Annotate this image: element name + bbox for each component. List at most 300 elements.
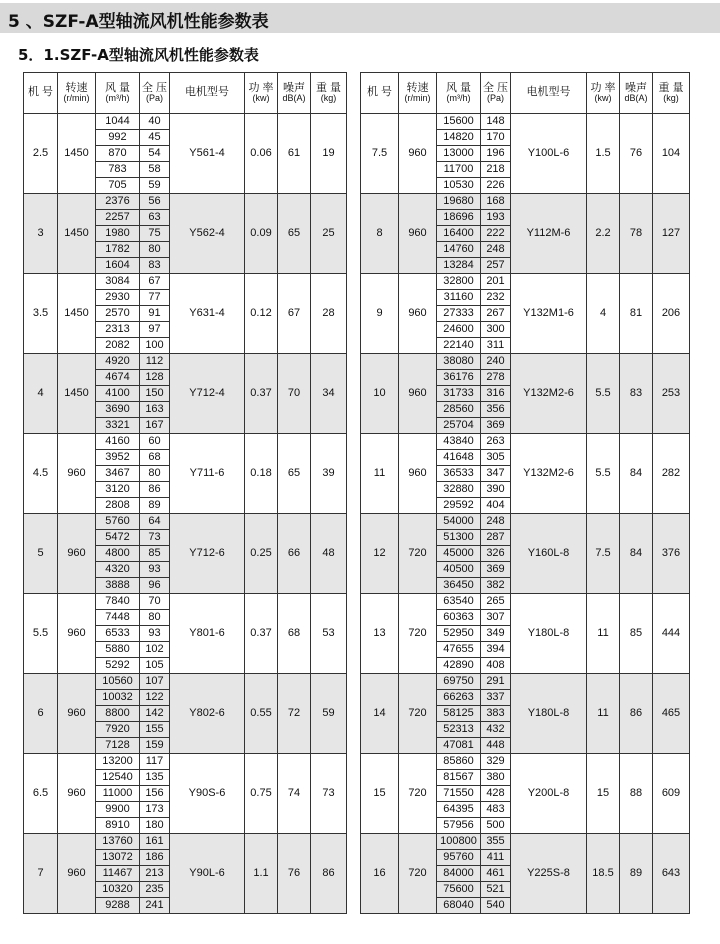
header-label: 噪声	[625, 81, 647, 94]
cell-pressure: 96	[140, 578, 170, 594]
cell-flow: 52950	[437, 626, 481, 642]
cell-noise: 76	[620, 114, 653, 194]
cell-machine-no: 7	[24, 834, 58, 914]
cell-noise: 70	[278, 354, 311, 434]
performance-table-left	[23, 72, 347, 914]
header-model	[361, 73, 399, 114]
cell-pressure: 86	[140, 482, 170, 498]
cell-weight: 73	[311, 754, 347, 834]
cell-flow: 4674	[96, 370, 140, 386]
cell-pressure: 432	[481, 722, 511, 738]
cell-flow: 24600	[437, 322, 481, 338]
table-row	[24, 434, 347, 450]
cell-flow: 71550	[437, 786, 481, 802]
cell-pressure: 349	[481, 626, 511, 642]
cell-flow: 47655	[437, 642, 481, 658]
cell-flow: 60363	[437, 610, 481, 626]
cell-flow: 54000	[437, 514, 481, 530]
cell-power: 1.1	[245, 834, 278, 914]
cell-flow: 16400	[437, 226, 481, 242]
table-row	[361, 594, 690, 610]
cell-pressure: 54	[140, 146, 170, 162]
cell-motor: Y562-4	[170, 194, 245, 274]
cell-pressure: 105	[140, 658, 170, 674]
header-unit: (Pa)	[145, 93, 163, 104]
cell-pressure: 60	[140, 434, 170, 450]
cell-motor: Y711-6	[170, 434, 245, 514]
cell-flow: 47081	[437, 738, 481, 754]
cell-pressure: 248	[481, 242, 511, 258]
cell-motor: Y160L-8	[511, 514, 587, 594]
cell-power: 11	[587, 594, 620, 674]
cell-pressure: 291	[481, 674, 511, 690]
cell-power: 15	[587, 754, 620, 834]
header-noise	[620, 73, 653, 114]
header-speed	[399, 73, 437, 114]
cell-motor: Y561-4	[170, 114, 245, 194]
cell-flow: 27333	[437, 306, 481, 322]
cell-pressure: 93	[140, 626, 170, 642]
cell-motor: Y132M1-6	[511, 274, 587, 354]
cell-flow: 3084	[96, 274, 140, 290]
cell-pressure: 300	[481, 322, 511, 338]
cell-pressure: 93	[140, 562, 170, 578]
cell-flow: 3467	[96, 466, 140, 482]
performance-table-right	[360, 72, 690, 914]
cell-flow: 13000	[437, 146, 481, 162]
table-row	[24, 754, 347, 770]
cell-noise: 67	[278, 274, 311, 354]
cell-flow: 14760	[437, 242, 481, 258]
cell-flow: 29592	[437, 498, 481, 514]
cell-speed: 960	[399, 274, 437, 354]
cell-noise: 66	[278, 514, 311, 594]
cell-pressure: 257	[481, 258, 511, 274]
header-label: 噪声	[283, 81, 305, 94]
cell-noise: 74	[278, 754, 311, 834]
cell-flow: 22140	[437, 338, 481, 354]
cell-pressure: 218	[481, 162, 511, 178]
cell-pressure: 159	[140, 738, 170, 754]
cell-pressure: 180	[140, 818, 170, 834]
cell-flow: 7840	[96, 594, 140, 610]
cell-pressure: 100	[140, 338, 170, 354]
cell-noise: 72	[278, 674, 311, 754]
cell-flow: 43840	[437, 434, 481, 450]
header-noise	[278, 73, 311, 114]
header-label: 风 量	[445, 81, 472, 94]
cell-noise: 81	[620, 274, 653, 354]
cell-pressure: 167	[140, 418, 170, 434]
cell-machine-no: 9	[361, 274, 399, 354]
cell-pressure: 355	[481, 834, 511, 850]
cell-flow: 41648	[437, 450, 481, 466]
cell-flow: 7128	[96, 738, 140, 754]
cell-flow: 3321	[96, 418, 140, 434]
cell-pressure: 213	[140, 866, 170, 882]
header-unit: (kg)	[663, 93, 679, 104]
cell-machine-no: 7.5	[361, 114, 399, 194]
cell-noise: 88	[620, 754, 653, 834]
cell-flow: 25704	[437, 418, 481, 434]
cell-pressure: 155	[140, 722, 170, 738]
cell-flow: 57956	[437, 818, 481, 834]
cell-pressure: 265	[481, 594, 511, 610]
cell-flow: 1044	[96, 114, 140, 130]
cell-pressure: 201	[481, 274, 511, 290]
cell-noise: 65	[278, 434, 311, 514]
cell-speed: 1450	[58, 114, 96, 194]
cell-pressure: 148	[481, 114, 511, 130]
cell-noise: 86	[620, 674, 653, 754]
cell-flow: 32880	[437, 482, 481, 498]
cell-motor: Y180L-8	[511, 594, 587, 674]
table-row	[24, 514, 347, 530]
cell-flow: 15600	[437, 114, 481, 130]
cell-pressure: 45	[140, 130, 170, 146]
cell-pressure: 278	[481, 370, 511, 386]
cell-pressure: 394	[481, 642, 511, 658]
cell-power: 11	[587, 674, 620, 754]
cell-pressure: 59	[140, 178, 170, 194]
cell-speed: 720	[399, 754, 437, 834]
cell-power: 0.06	[245, 114, 278, 194]
cell-pressure: 240	[481, 354, 511, 370]
cell-pressure: 56	[140, 194, 170, 210]
cell-pressure: 337	[481, 690, 511, 706]
cell-pressure: 80	[140, 610, 170, 626]
cell-machine-no: 14	[361, 674, 399, 754]
cell-flow: 3952	[96, 450, 140, 466]
table-row	[24, 674, 347, 690]
cell-weight: 59	[311, 674, 347, 754]
cell-noise: 84	[620, 434, 653, 514]
cell-weight: 643	[653, 834, 690, 914]
cell-motor: Y90S-6	[170, 754, 245, 834]
cell-flow: 9900	[96, 802, 140, 818]
cell-machine-no: 13	[361, 594, 399, 674]
cell-pressure: 80	[140, 466, 170, 482]
cell-flow: 3120	[96, 482, 140, 498]
cell-pressure: 369	[481, 418, 511, 434]
cell-pressure: 263	[481, 434, 511, 450]
cell-pressure: 383	[481, 706, 511, 722]
cell-speed: 1450	[58, 274, 96, 354]
cell-flow: 11000	[96, 786, 140, 802]
header-label: 功 率	[590, 81, 616, 94]
cell-flow: 13284	[437, 258, 481, 274]
cell-flow: 2808	[96, 498, 140, 514]
cell-flow: 4920	[96, 354, 140, 370]
header-label: 功 率	[248, 81, 274, 94]
cell-machine-no: 12	[361, 514, 399, 594]
cell-flow: 9288	[96, 898, 140, 914]
cell-weight: 86	[311, 834, 347, 914]
cell-flow: 705	[96, 178, 140, 194]
cell-pressure: 311	[481, 338, 511, 354]
cell-speed: 960	[58, 434, 96, 514]
cell-power: 0.37	[245, 594, 278, 674]
cell-flow: 2082	[96, 338, 140, 354]
table-subtitle: 5．1.SZF-A型轴流风机性能参数表	[18, 46, 259, 64]
table-header-row	[361, 73, 690, 114]
table-row	[24, 194, 347, 210]
cell-speed: 960	[58, 754, 96, 834]
cell-motor: Y132M2-6	[511, 354, 587, 434]
cell-weight: 48	[311, 514, 347, 594]
cell-pressure: 347	[481, 466, 511, 482]
table-row	[361, 674, 690, 690]
title-bar	[0, 3, 720, 33]
cell-noise: 84	[620, 514, 653, 594]
cell-machine-no: 11	[361, 434, 399, 514]
cell-flow: 11700	[437, 162, 481, 178]
cell-power: 0.37	[245, 354, 278, 434]
cell-flow: 36450	[437, 578, 481, 594]
cell-flow: 13760	[96, 834, 140, 850]
cell-power: 7.5	[587, 514, 620, 594]
header-motor	[170, 73, 245, 114]
header-flow	[437, 73, 481, 114]
cell-flow: 51300	[437, 530, 481, 546]
header-label: 重 量	[315, 81, 342, 94]
cell-machine-no: 3	[24, 194, 58, 274]
cell-flow: 14820	[437, 130, 481, 146]
cell-flow: 69750	[437, 674, 481, 690]
cell-motor: Y225S-8	[511, 834, 587, 914]
cell-pressure: 173	[140, 802, 170, 818]
cell-flow: 11467	[96, 866, 140, 882]
cell-machine-no: 15	[361, 754, 399, 834]
cell-noise: 83	[620, 354, 653, 434]
cell-pressure: 521	[481, 882, 511, 898]
cell-flow: 36533	[437, 466, 481, 482]
table-row	[361, 754, 690, 770]
cell-flow: 52313	[437, 722, 481, 738]
cell-speed: 720	[399, 594, 437, 674]
cell-flow: 5472	[96, 530, 140, 546]
cell-flow: 3888	[96, 578, 140, 594]
cell-flow: 1604	[96, 258, 140, 274]
table-row	[361, 354, 690, 370]
table-row	[361, 834, 690, 850]
cell-flow: 95760	[437, 850, 481, 866]
cell-pressure: 107	[140, 674, 170, 690]
cell-machine-no: 16	[361, 834, 399, 914]
cell-pressure: 411	[481, 850, 511, 866]
header-unit: (kg)	[320, 93, 337, 104]
cell-flow: 85860	[437, 754, 481, 770]
cell-machine-no: 5	[24, 514, 58, 594]
header-label: 风 量	[104, 81, 131, 94]
cell-pressure: 168	[481, 194, 511, 210]
cell-flow: 42890	[437, 658, 481, 674]
cell-weight: 444	[653, 594, 690, 674]
cell-speed: 960	[399, 114, 437, 194]
table-row	[24, 594, 347, 610]
cell-pressure: 161	[140, 834, 170, 850]
cell-pressure: 150	[140, 386, 170, 402]
cell-flow: 8910	[96, 818, 140, 834]
table-row	[361, 514, 690, 530]
cell-flow: 13200	[96, 754, 140, 770]
cell-noise: 85	[620, 594, 653, 674]
cell-machine-no: 2.5	[24, 114, 58, 194]
header-label: 机 号	[366, 86, 393, 99]
cell-flow: 992	[96, 130, 140, 146]
cell-power: 0.75	[245, 754, 278, 834]
cell-pressure: 241	[140, 898, 170, 914]
cell-weight: 609	[653, 754, 690, 834]
cell-speed: 960	[399, 434, 437, 514]
header-motor	[511, 73, 587, 114]
cell-flow: 2257	[96, 210, 140, 226]
cell-weight: 206	[653, 274, 690, 354]
cell-pressure: 235	[140, 882, 170, 898]
header-power	[587, 73, 620, 114]
table-row	[24, 114, 347, 130]
cell-noise: 61	[278, 114, 311, 194]
cell-power: 0.18	[245, 434, 278, 514]
cell-pressure: 58	[140, 162, 170, 178]
cell-motor: Y712-6	[170, 514, 245, 594]
header-label: 电机型号	[185, 86, 229, 99]
cell-machine-no: 3.5	[24, 274, 58, 354]
cell-weight: 34	[311, 354, 347, 434]
header-power	[245, 73, 278, 114]
cell-weight: 465	[653, 674, 690, 754]
cell-flow: 5292	[96, 658, 140, 674]
cell-pressure: 75	[140, 226, 170, 242]
cell-pressure: 196	[481, 146, 511, 162]
cell-pressure: 329	[481, 754, 511, 770]
header-pressure	[140, 73, 170, 114]
cell-power: 0.55	[245, 674, 278, 754]
cell-pressure: 102	[140, 642, 170, 658]
cell-flow: 81567	[437, 770, 481, 786]
cell-flow: 64395	[437, 802, 481, 818]
cell-machine-no: 10	[361, 354, 399, 434]
cell-pressure: 326	[481, 546, 511, 562]
cell-weight: 376	[653, 514, 690, 594]
cell-weight: 104	[653, 114, 690, 194]
cell-pressure: 193	[481, 210, 511, 226]
cell-flow: 10032	[96, 690, 140, 706]
cell-speed: 1450	[58, 354, 96, 434]
cell-flow: 6533	[96, 626, 140, 642]
cell-pressure: 232	[481, 290, 511, 306]
cell-pressure: 226	[481, 178, 511, 194]
cell-flow: 1782	[96, 242, 140, 258]
cell-pressure: 287	[481, 530, 511, 546]
cell-flow: 36176	[437, 370, 481, 386]
cell-flow: 10560	[96, 674, 140, 690]
header-label: 转速	[406, 81, 429, 94]
cell-flow: 18696	[437, 210, 481, 226]
cell-pressure: 404	[481, 498, 511, 514]
cell-flow: 75600	[437, 882, 481, 898]
cell-speed: 960	[58, 674, 96, 754]
header-label: 电机型号	[526, 86, 571, 99]
cell-weight: 39	[311, 434, 347, 514]
cell-flow: 40500	[437, 562, 481, 578]
cell-weight: 25	[311, 194, 347, 274]
cell-flow: 12540	[96, 770, 140, 786]
header-pressure	[481, 73, 511, 114]
cell-flow: 870	[96, 146, 140, 162]
table-row	[361, 194, 690, 210]
page-title: 5 、SZF-A型轴流风机性能参数表	[8, 12, 269, 32]
cell-motor: Y712-4	[170, 354, 245, 434]
header-unit: dB(A)	[624, 93, 648, 104]
table-row	[361, 274, 690, 290]
cell-pressure: 380	[481, 770, 511, 786]
cell-machine-no: 4.5	[24, 434, 58, 514]
cell-weight: 127	[653, 194, 690, 274]
cell-power: 4	[587, 274, 620, 354]
cell-speed: 960	[58, 514, 96, 594]
cell-pressure: 170	[481, 130, 511, 146]
cell-flow: 63540	[437, 594, 481, 610]
cell-power: 5.5	[587, 434, 620, 514]
header-label: 全 压	[141, 81, 168, 94]
cell-pressure: 461	[481, 866, 511, 882]
cell-noise: 76	[278, 834, 311, 914]
table-row	[361, 114, 690, 130]
cell-flow: 3690	[96, 402, 140, 418]
cell-pressure: 117	[140, 754, 170, 770]
cell-machine-no: 6.5	[24, 754, 58, 834]
table-row	[24, 274, 347, 290]
cell-weight: 282	[653, 434, 690, 514]
header-unit: dB(A)	[282, 93, 306, 104]
cell-pressure: 369	[481, 562, 511, 578]
cell-pressure: 248	[481, 514, 511, 530]
cell-pressure: 85	[140, 546, 170, 562]
cell-motor: Y90L-6	[170, 834, 245, 914]
cell-machine-no: 4	[24, 354, 58, 434]
header-model	[24, 73, 58, 114]
header-unit: (kw)	[252, 93, 270, 104]
cell-pressure: 267	[481, 306, 511, 322]
header-unit: (Pa)	[486, 93, 504, 104]
cell-flow: 31733	[437, 386, 481, 402]
cell-pressure: 540	[481, 898, 511, 914]
cell-power: 1.5	[587, 114, 620, 194]
cell-motor: Y801-6	[170, 594, 245, 674]
cell-speed: 960	[399, 354, 437, 434]
cell-machine-no: 6	[24, 674, 58, 754]
cell-machine-no: 8	[361, 194, 399, 274]
cell-flow: 58125	[437, 706, 481, 722]
cell-flow: 2570	[96, 306, 140, 322]
cell-power: 5.5	[587, 354, 620, 434]
table-row	[24, 354, 347, 370]
cell-pressure: 77	[140, 290, 170, 306]
cell-pressure: 135	[140, 770, 170, 786]
cell-pressure: 408	[481, 658, 511, 674]
cell-pressure: 163	[140, 402, 170, 418]
cell-pressure: 448	[481, 738, 511, 754]
cell-pressure: 186	[140, 850, 170, 866]
cell-flow: 5880	[96, 642, 140, 658]
cell-noise: 89	[620, 834, 653, 914]
header-weight	[311, 73, 347, 114]
cell-flow: 13072	[96, 850, 140, 866]
cell-flow: 2313	[96, 322, 140, 338]
cell-pressure: 73	[140, 530, 170, 546]
table-body	[24, 114, 347, 914]
